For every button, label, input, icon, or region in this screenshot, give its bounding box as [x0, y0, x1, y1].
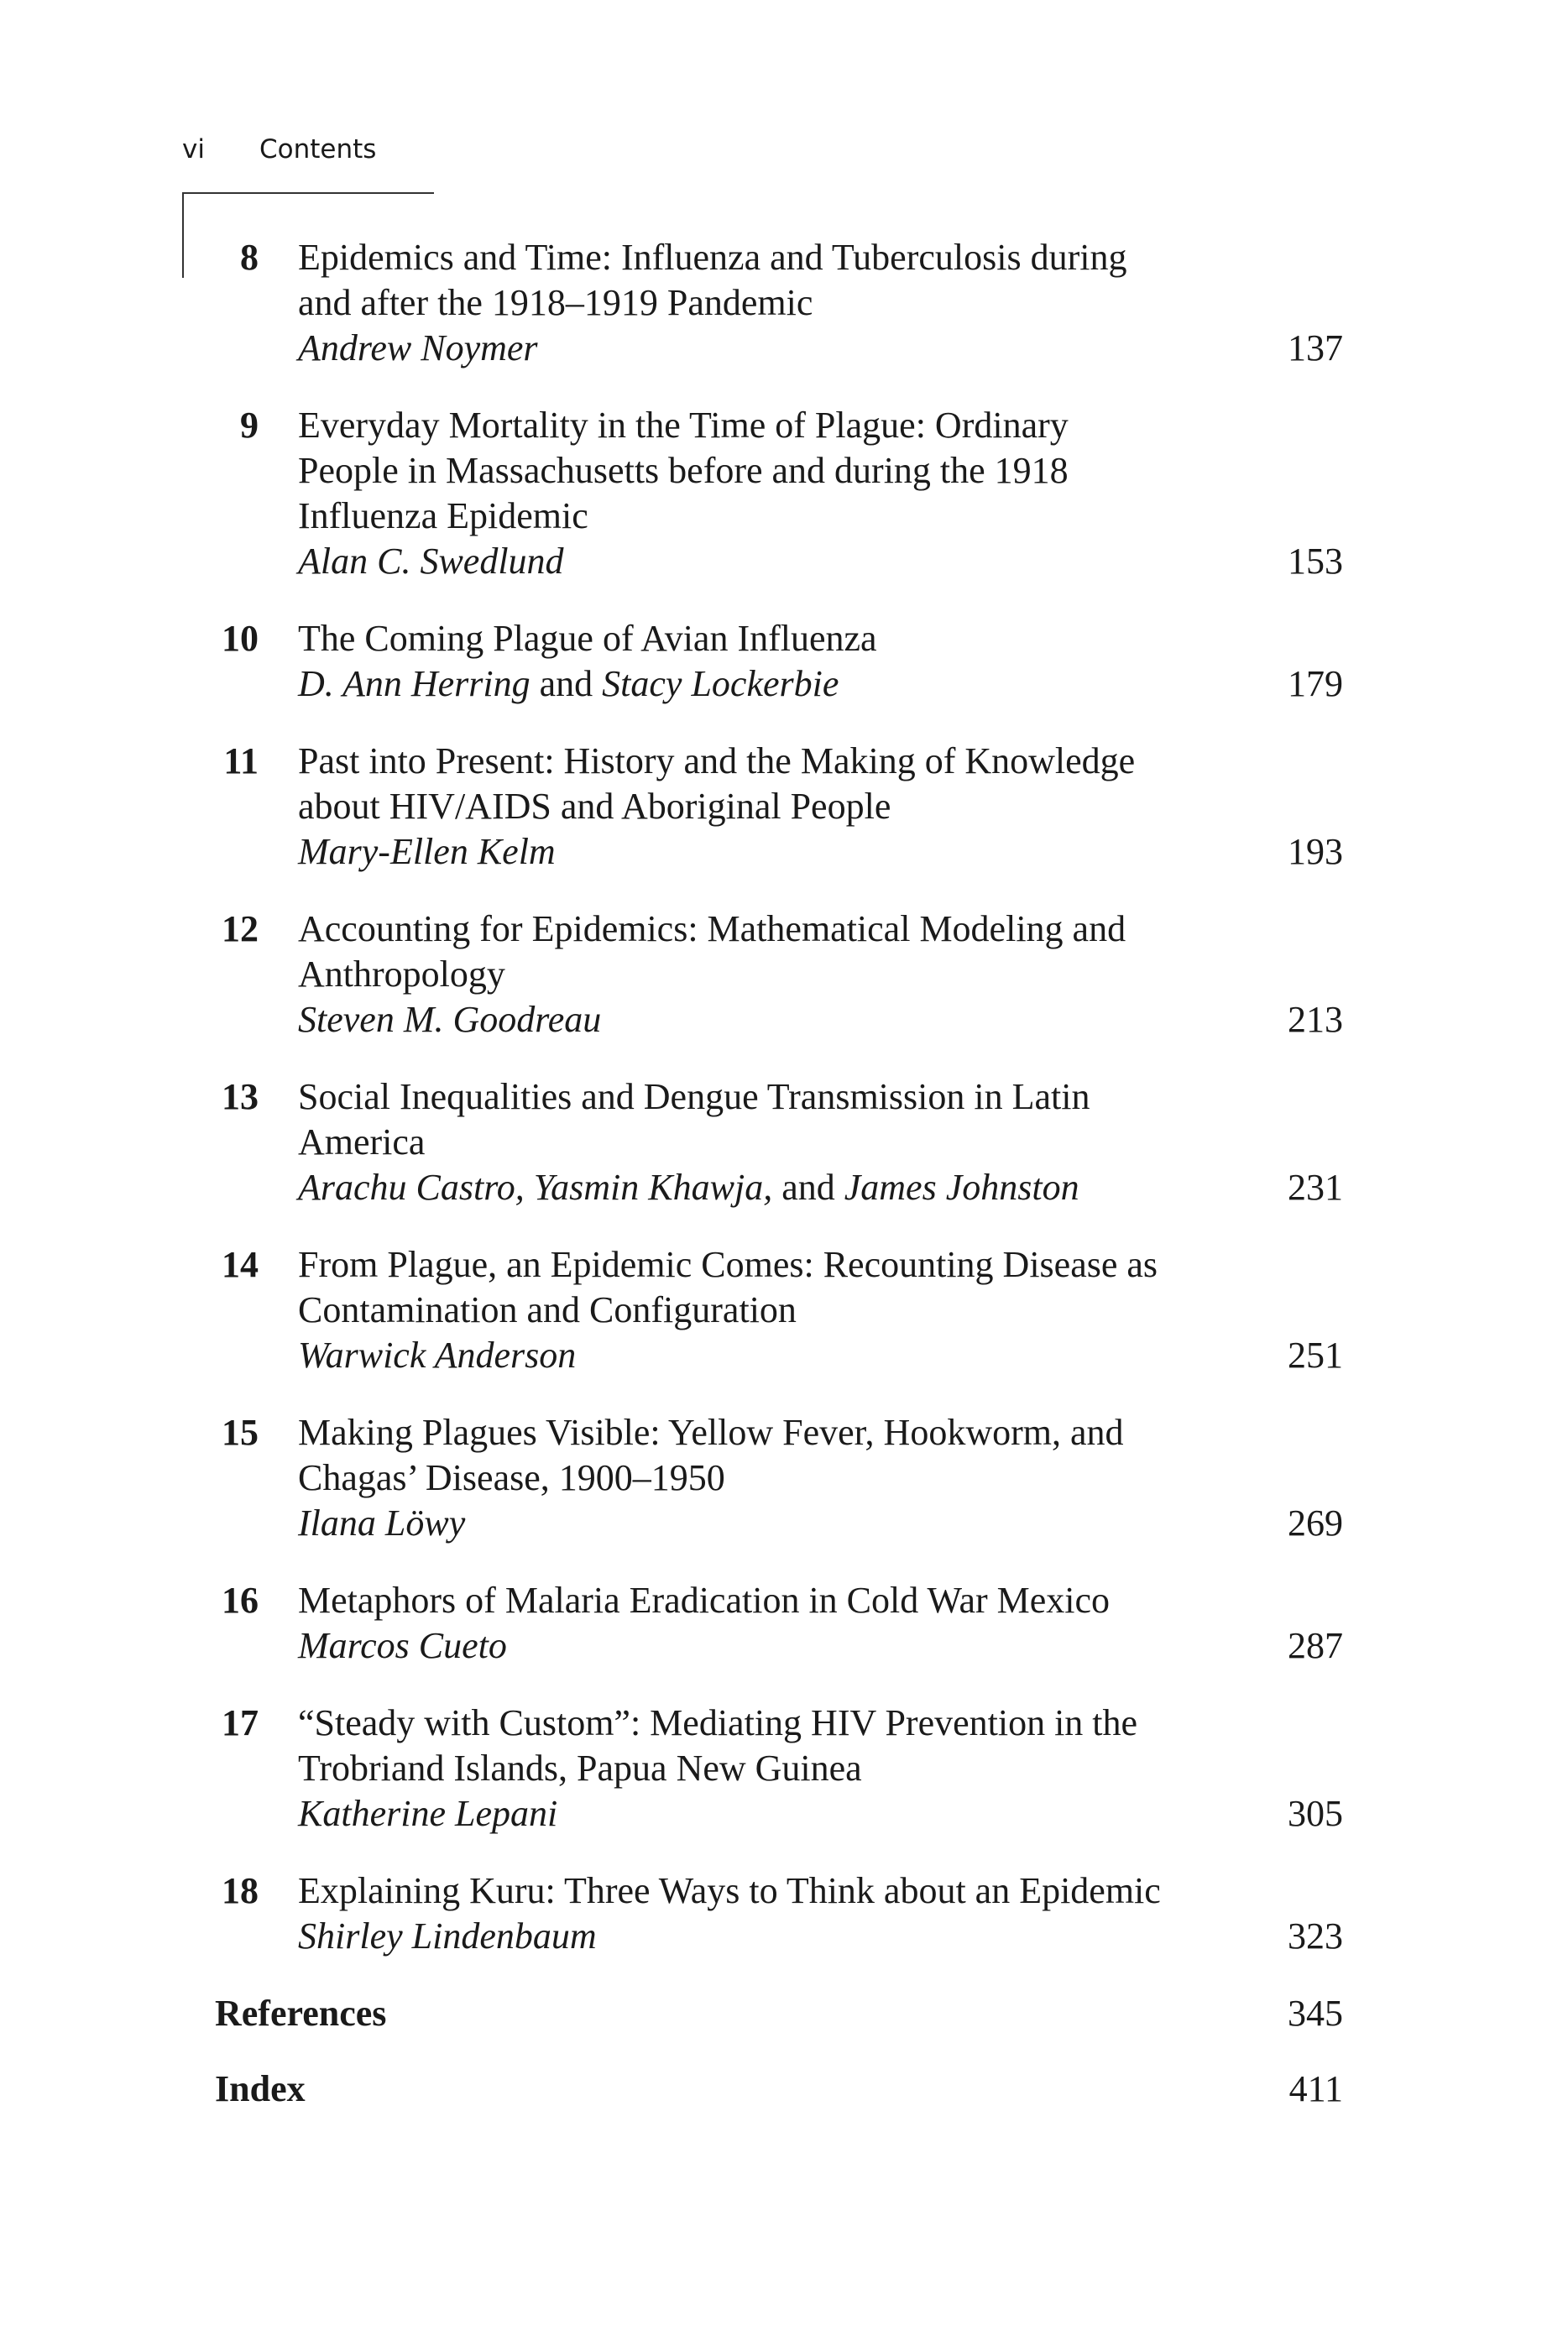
chapter-number: 15 [222, 1412, 259, 1453]
page-number: 231 [1288, 1167, 1343, 1208]
chapter-title-line: Epidemics and Time: Influenza and Tuberculosis during [298, 237, 1127, 278]
author-name: Katherine Lepani [298, 1793, 558, 1834]
page-number: 269 [1288, 1502, 1343, 1544]
chapter-title-line: Making Plagues Visible: Yellow Fever, Hookworm, and [298, 1412, 1124, 1453]
page-number: 153 [1288, 541, 1343, 582]
chapter-number: 14 [222, 1244, 259, 1285]
table-of-contents [0, 235, 1568, 2142]
chapter-text [298, 616, 1255, 707]
toc-entry [0, 616, 1568, 707]
toc-entry [0, 1410, 1568, 1546]
author-name: Andrew Noymer [298, 327, 538, 368]
author-separator: and [772, 1167, 844, 1208]
author-name: Marcos Cueto [298, 1625, 507, 1666]
chapter-number: 12 [222, 908, 259, 949]
backmatter-entry [0, 2067, 1568, 2112]
chapter-text [298, 1242, 1255, 1378]
chapter-title-line: and after the 1918–1919 Pandemic [298, 282, 813, 323]
author-name: Mary-Ellen Kelm [298, 831, 556, 872]
page-number: 345 [1288, 1993, 1343, 2034]
chapter-number: 9 [240, 405, 259, 446]
chapter-title-line: America [298, 1121, 426, 1163]
chapter-text [298, 739, 1255, 875]
author-name: D. Ann Herring [298, 663, 531, 704]
author-name: James Johnston [844, 1167, 1079, 1208]
author-line [298, 1791, 1255, 1837]
chapter-text [298, 1701, 1255, 1837]
author-name: Ilana Löwy [298, 1502, 466, 1544]
author-name: Warwick Anderson [298, 1335, 577, 1376]
running-head [182, 134, 376, 165]
page-number: 137 [1288, 327, 1343, 368]
chapter-number: 11 [223, 740, 259, 781]
page-number: 323 [1288, 1915, 1343, 1957]
author-line [298, 1501, 1255, 1546]
author-line [298, 1165, 1255, 1210]
chapter-title-line: Past into Present: History and the Making of Knowledge [298, 740, 1136, 781]
chapter-title-line: From Plague, an Epidemic Comes: Recounting Disease as [298, 1244, 1158, 1285]
chapter-title-line: Explaining Kuru: Three Ways to Think about an Epidemic [298, 1870, 1161, 1911]
chapter-text [298, 1410, 1255, 1546]
chapter-title-line: Everyday Mortality in the Time of Plague: Ordinary [298, 405, 1069, 446]
author-line [298, 1914, 1255, 1959]
chapter-text [298, 1074, 1255, 1210]
chapter-text [298, 235, 1255, 371]
author-name: Steven M. Goodreau [298, 999, 602, 1040]
author-name: Arachu Castro, Yasmin Khawja, [298, 1167, 773, 1208]
chapter-title-line: about HIV/AIDS and Aboriginal People [298, 786, 891, 827]
page-number: 251 [1288, 1335, 1343, 1376]
toc-entry [0, 1578, 1568, 1669]
backmatter-label: Index [215, 2068, 306, 2109]
toc-entry [0, 403, 1568, 584]
author-line [298, 661, 1255, 707]
toc-entry [0, 1074, 1568, 1210]
chapter-text [298, 1578, 1255, 1669]
chapter-title-line: Metaphors of Malaria Eradication in Cold War Mexico [298, 1580, 1111, 1621]
chapter-title-line: The Coming Plague of Avian Influenza [298, 618, 877, 659]
chapter-title-line: Accounting for Epidemics: Mathematical Modeling and [298, 908, 1126, 949]
author-separator: and [530, 663, 603, 704]
chapter-title-line: “Steady with Custom”: Mediating HIV Prevention in the [298, 1702, 1138, 1743]
backmatter-label: References [215, 1993, 387, 2034]
author-line [298, 1623, 1255, 1669]
author-name: Alan C. Swedlund [298, 541, 564, 582]
page-number: 179 [1288, 663, 1343, 704]
toc-entry [0, 739, 1568, 875]
chapter-title-line: Anthropology [298, 954, 505, 995]
chapter-title-line: Contamination and Configuration [298, 1289, 797, 1330]
page-number: 193 [1288, 831, 1343, 872]
chapter-number: 16 [222, 1580, 259, 1621]
chapter-title-line: People in Massachusetts before and during the 1918 [298, 450, 1069, 491]
running-head-label: Contents [259, 134, 377, 165]
chapter-text [298, 907, 1255, 1042]
toc-entry [0, 1701, 1568, 1837]
chapter-number: 17 [222, 1702, 259, 1743]
chapter-number: 10 [222, 618, 259, 659]
page-number: 305 [1288, 1793, 1343, 1834]
chapter-number: 13 [222, 1076, 259, 1117]
chapter-title-line: Influenza Epidemic [298, 495, 588, 536]
chapter-title-line: Chagas’ Disease, 1900–1950 [298, 1457, 725, 1498]
folio: vi [182, 134, 205, 165]
author-line [298, 1333, 1255, 1378]
chapter-number: 8 [240, 237, 259, 278]
author-line [298, 997, 1255, 1042]
chapter-title-line: Social Inequalities and Dengue Transmission in Latin [298, 1076, 1090, 1117]
chapter-text [298, 403, 1255, 584]
corner-rule-horizontal [182, 192, 434, 194]
author-line [298, 829, 1255, 875]
chapter-text [298, 1868, 1255, 1959]
author-name: Shirley Lindenbaum [298, 1915, 597, 1957]
page-number: 411 [1288, 2068, 1343, 2109]
toc-entry [0, 235, 1568, 371]
toc-entry [0, 907, 1568, 1042]
author-line [298, 326, 1255, 371]
chapter-title-line: Trobriand Islands, Papua New Guinea [298, 1748, 862, 1789]
backmatter-entry [0, 1991, 1568, 2036]
page-number: 213 [1288, 999, 1343, 1040]
toc-entry [0, 1868, 1568, 1959]
page-number: 287 [1288, 1625, 1343, 1666]
author-line [298, 539, 1255, 584]
toc-entry [0, 1242, 1568, 1378]
author-name: Stacy Lockerbie [602, 663, 839, 704]
chapter-number: 18 [222, 1870, 259, 1911]
